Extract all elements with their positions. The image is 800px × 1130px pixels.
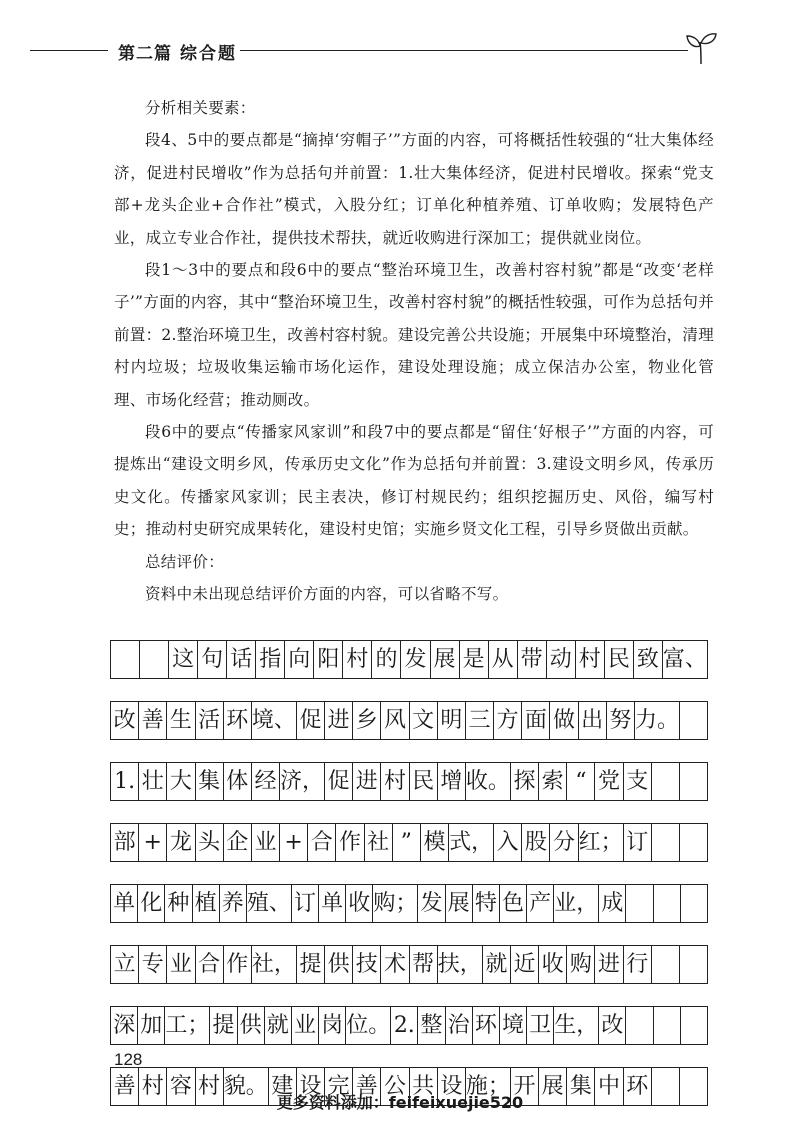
grid-cell: 进 <box>595 946 623 983</box>
grid-cell: 技 <box>353 946 381 983</box>
grid-cell: 明 <box>438 702 466 739</box>
grid-cell <box>681 1007 707 1044</box>
grid-cell: 方 <box>494 702 522 739</box>
grid-cell: 收 <box>346 885 373 922</box>
grid-cell: 中 <box>595 1068 623 1105</box>
grid-cell: 境、 <box>252 702 297 739</box>
grid-cell: 富、 <box>662 647 707 672</box>
grid-cell: 殖、 <box>247 885 292 922</box>
grid-cell <box>680 946 707 983</box>
grid-cell: 设 <box>297 1068 325 1105</box>
grid-cell: 提 <box>297 946 325 983</box>
grid-cell: 村 <box>196 1068 224 1105</box>
grid-cell: 生， <box>554 1007 599 1044</box>
grid-row <box>110 640 708 679</box>
grid-cell: 成 <box>599 885 626 922</box>
page-number: 128 <box>114 1050 143 1069</box>
grid-cell: + <box>139 824 167 861</box>
grid-cell: + <box>280 824 308 861</box>
analysis-paragraph-3: 段6中的要点“传播家风家训”和段7中的要点都是“留住‘好根子’”方面的内容，可提炼出“建设文明乡风，传承历史文化”作为总括句并前置：3.建设文明乡风，传承历史文化。传播家风家训；民主表决，修订村规民约；组织挖掘历史、风俗，编写村史；推动村史研究成果转化，建设村史馆；实施乡贤文化工程，引导乡贤做出贡献。 <box>114 423 714 539</box>
footer-note: 更多资料添加：feifeixuejie520 <box>276 1093 524 1112</box>
grid-cell: 产 <box>527 885 554 922</box>
grid-cell: 是 <box>460 641 489 678</box>
grid-cell: 就 <box>483 946 511 983</box>
analysis-paragraph-1: 段4、5中的要点都是“摘掉‘穷帽子’”方面的内容，可将概括性较强的“壮大集体经济，促进村民增收”作为总括句并前置：1.壮大集体经济，促进村民增收。探索“党支部+龙头企业+合作社”模式，入股分红；订单化种植养殖、订单收购；发展特色产业，成立专业合作社，提供技术帮扶，就近收购进行深加工；提供就业岗位。 <box>114 131 714 247</box>
analysis-paragraph-2: 段1～3中的要点和段6中的要点“整治环境卫生，改善村容村貌”都是“改变‘老样子’”方面的内容，其中“整治环境卫生，改善村容村貌”的概括性较强，可作为总括句并前置：2.整治环境卫生，改善村容村貌。建设完善公共设施；开展集中环境整治，清理村内垃圾；垃圾收集运输市场化运作，建设处理设施；成立保洁办公室，物业化管理、市场化经营；推动厕改。 <box>114 261 714 409</box>
grid-cell: 深 <box>111 1007 138 1044</box>
grid-cell: 植 <box>193 885 220 922</box>
grid-row <box>110 945 708 984</box>
grid-cell: 部 <box>111 824 139 861</box>
grid-cell: 动 <box>547 641 576 678</box>
grid-cell: 供 <box>238 1007 265 1044</box>
grid-row <box>110 884 708 923</box>
grid-cell: 种 <box>165 885 192 922</box>
grid-cell: 善 <box>139 702 167 739</box>
grid-cell: 话 <box>227 641 256 678</box>
grid-cell: 社 <box>365 824 393 861</box>
grid-cell: 善 <box>353 1068 381 1105</box>
grid-cell: 句 <box>198 641 227 678</box>
grid-cell <box>654 885 681 922</box>
grid-cell: 业 <box>252 824 280 861</box>
grid-cell: 面 <box>522 702 550 739</box>
answer-sheet-grid <box>110 640 708 1128</box>
grid-cell: 从 <box>489 641 518 678</box>
summary-paragraph: 资料中未出现总结评价方面的内容，可以省略不写。 <box>145 585 509 604</box>
grid-cell <box>652 946 680 983</box>
grid-cell: 境 <box>500 1007 527 1044</box>
grid-cell: 分 <box>550 824 578 861</box>
grid-cell: 工； <box>165 1007 210 1044</box>
grid-cell <box>111 641 140 678</box>
grid-cell: 党 <box>595 763 623 800</box>
grid-cell: 合 <box>308 824 336 861</box>
grid-cell: 带 <box>518 641 547 678</box>
grid-cell: 环 <box>473 1007 500 1044</box>
grid-cell: 致 <box>634 641 663 678</box>
grid-cell: 开 <box>511 1068 539 1105</box>
grid-cell: 村 <box>139 1068 167 1105</box>
grid-cell: 作 <box>224 946 252 983</box>
grid-cell: 施； <box>466 1068 511 1105</box>
grid-row <box>110 762 708 801</box>
grid-row <box>110 701 708 740</box>
grid-cell: 式， <box>449 824 494 861</box>
grid-cell: 乡 <box>353 702 381 739</box>
grid-cell: 作 <box>336 824 364 861</box>
grid-row <box>110 823 708 862</box>
grid-cell: 龙 <box>167 824 195 861</box>
grid-cell: 模 <box>421 824 449 861</box>
grid-cell: 民 <box>605 641 634 678</box>
grid-cell: 发 <box>418 885 445 922</box>
grid-cell: 卫 <box>527 1007 554 1044</box>
header-rule-right <box>240 50 688 51</box>
grid-cell: ” <box>393 824 421 861</box>
grid-cell <box>140 641 169 678</box>
grid-cell: 努 <box>607 702 635 739</box>
grid-cell: 体 <box>224 763 252 800</box>
grid-cell <box>652 824 680 861</box>
grid-cell: 收 <box>539 946 567 983</box>
grid-cell: 活 <box>196 702 224 739</box>
grid-cell: 单 <box>319 885 346 922</box>
grid-row <box>110 1006 708 1045</box>
header-section-title: 第二篇 <box>118 44 172 64</box>
grid-cell: 生 <box>167 702 195 739</box>
grid-cell: 济， <box>280 763 325 800</box>
analysis-heading: 分析相关要素： <box>145 99 256 117</box>
summary-heading: 总结评价： <box>145 552 225 571</box>
grid-cell: 展 <box>431 641 460 678</box>
grid-cell: 合 <box>196 946 224 983</box>
grid-cell: 行 <box>624 946 652 983</box>
grid-cell: 特 <box>473 885 500 922</box>
grid-cell: 2. <box>391 1007 418 1044</box>
grid-cell: 收。 <box>466 763 511 800</box>
grid-cell: “ <box>567 763 595 800</box>
grid-cell: 立 <box>111 946 139 983</box>
grid-cell: 经 <box>252 763 280 800</box>
grid-cell: 善 <box>111 1068 139 1105</box>
grid-cell: 展 <box>446 885 473 922</box>
grid-cell: 单 <box>111 885 138 922</box>
grid-cell: 的 <box>372 641 401 678</box>
grid-cell: 环 <box>224 702 252 739</box>
grid-cell <box>626 885 653 922</box>
grid-cell: 整 <box>418 1007 445 1044</box>
grid-cell: 社， <box>252 946 297 983</box>
grid-cell: 容 <box>167 1068 195 1105</box>
header-rule-left <box>30 50 108 51</box>
grid-cell: 发 <box>401 641 430 678</box>
grid-cell: 企 <box>224 824 252 861</box>
grid-cell: 治 <box>446 1007 473 1044</box>
grid-cell <box>680 702 707 739</box>
grid-cell: 加 <box>138 1007 165 1044</box>
grid-cell: 头 <box>196 824 224 861</box>
grid-cell: 民 <box>410 763 438 800</box>
grid-cell: 提 <box>210 1007 237 1044</box>
grid-cell: 化 <box>138 885 165 922</box>
grid-cell: 帮 <box>410 946 438 983</box>
grid-cell: 力。 <box>635 702 680 739</box>
grid-cell: 文 <box>410 702 438 739</box>
page-header <box>0 30 800 70</box>
grid-cell: 做 <box>550 702 578 739</box>
grid-cell: 村 <box>343 641 372 678</box>
grid-cell: 色 <box>500 885 527 922</box>
grid-cell: 改 <box>599 1007 626 1044</box>
grid-cell: 共 <box>410 1068 438 1105</box>
grid-cell: 建 <box>269 1068 297 1105</box>
grid-cell: 集 <box>567 1068 595 1105</box>
grid-cell: 岗 <box>319 1007 346 1044</box>
grid-cell <box>626 1007 653 1044</box>
grid-cell: 就 <box>265 1007 292 1044</box>
grid-cell: 三 <box>466 702 494 739</box>
grid-cell: 向 <box>285 641 314 678</box>
grid-cell: 壮 <box>139 763 167 800</box>
analysis-text <box>114 92 714 611</box>
grid-cell: 设 <box>438 1068 466 1105</box>
grid-cell: 术 <box>381 946 409 983</box>
grid-cell: 集 <box>196 763 224 800</box>
grid-cell: 阳 <box>314 641 343 678</box>
grid-cell: 位。 <box>346 1007 391 1044</box>
grid-cell: 改 <box>111 702 139 739</box>
grid-cell: 增 <box>438 763 466 800</box>
sprout-icon <box>684 30 718 66</box>
grid-cell: 订 <box>292 885 319 922</box>
grid-cell: 探 <box>511 763 539 800</box>
grid-cell: 村 <box>381 763 409 800</box>
grid-cell: 进 <box>353 763 381 800</box>
grid-cell: 完 <box>325 1068 353 1105</box>
grid-cell: 风 <box>381 702 409 739</box>
grid-cell: 村 <box>576 641 605 678</box>
grid-cell: 公 <box>381 1068 409 1105</box>
grid-cell <box>680 824 707 861</box>
grid-cell: 股 <box>522 824 550 861</box>
grid-cell: 指 <box>256 641 285 678</box>
grid-cell: 红； <box>579 824 624 861</box>
grid-cell: 入 <box>494 824 522 861</box>
grid-cell: 业 <box>292 1007 319 1044</box>
grid-cell: 扶， <box>438 946 483 983</box>
grid-cell: 支 <box>624 763 652 800</box>
grid-cell: 订 <box>624 824 652 861</box>
grid-cell: 购； <box>373 885 418 922</box>
grid-cell: 业， <box>554 885 599 922</box>
grid-cell: 环 <box>624 1068 652 1105</box>
grid-cell: 1. <box>111 763 139 800</box>
grid-cell: 专 <box>139 946 167 983</box>
header-topic-title: 综合题 <box>180 44 237 64</box>
grid-cell: 促 <box>325 763 353 800</box>
grid-cell: 索 <box>539 763 567 800</box>
grid-cell <box>680 763 707 800</box>
grid-cell: 养 <box>220 885 247 922</box>
grid-cell: 购 <box>567 946 595 983</box>
grid-cell: 业 <box>167 946 195 983</box>
grid-cell: 出 <box>579 702 607 739</box>
grid-cell <box>652 763 680 800</box>
grid-cell: 供 <box>325 946 353 983</box>
grid-cell <box>681 885 707 922</box>
grid-cell: 促 <box>297 702 325 739</box>
grid-cell: 大 <box>167 763 195 800</box>
grid-cell: 这 <box>169 641 198 678</box>
grid-cell: 进 <box>325 702 353 739</box>
grid-cell: 展 <box>539 1068 567 1105</box>
grid-cell: 貌。 <box>224 1068 269 1105</box>
grid-cell: 近 <box>511 946 539 983</box>
grid-cell <box>654 1007 681 1044</box>
